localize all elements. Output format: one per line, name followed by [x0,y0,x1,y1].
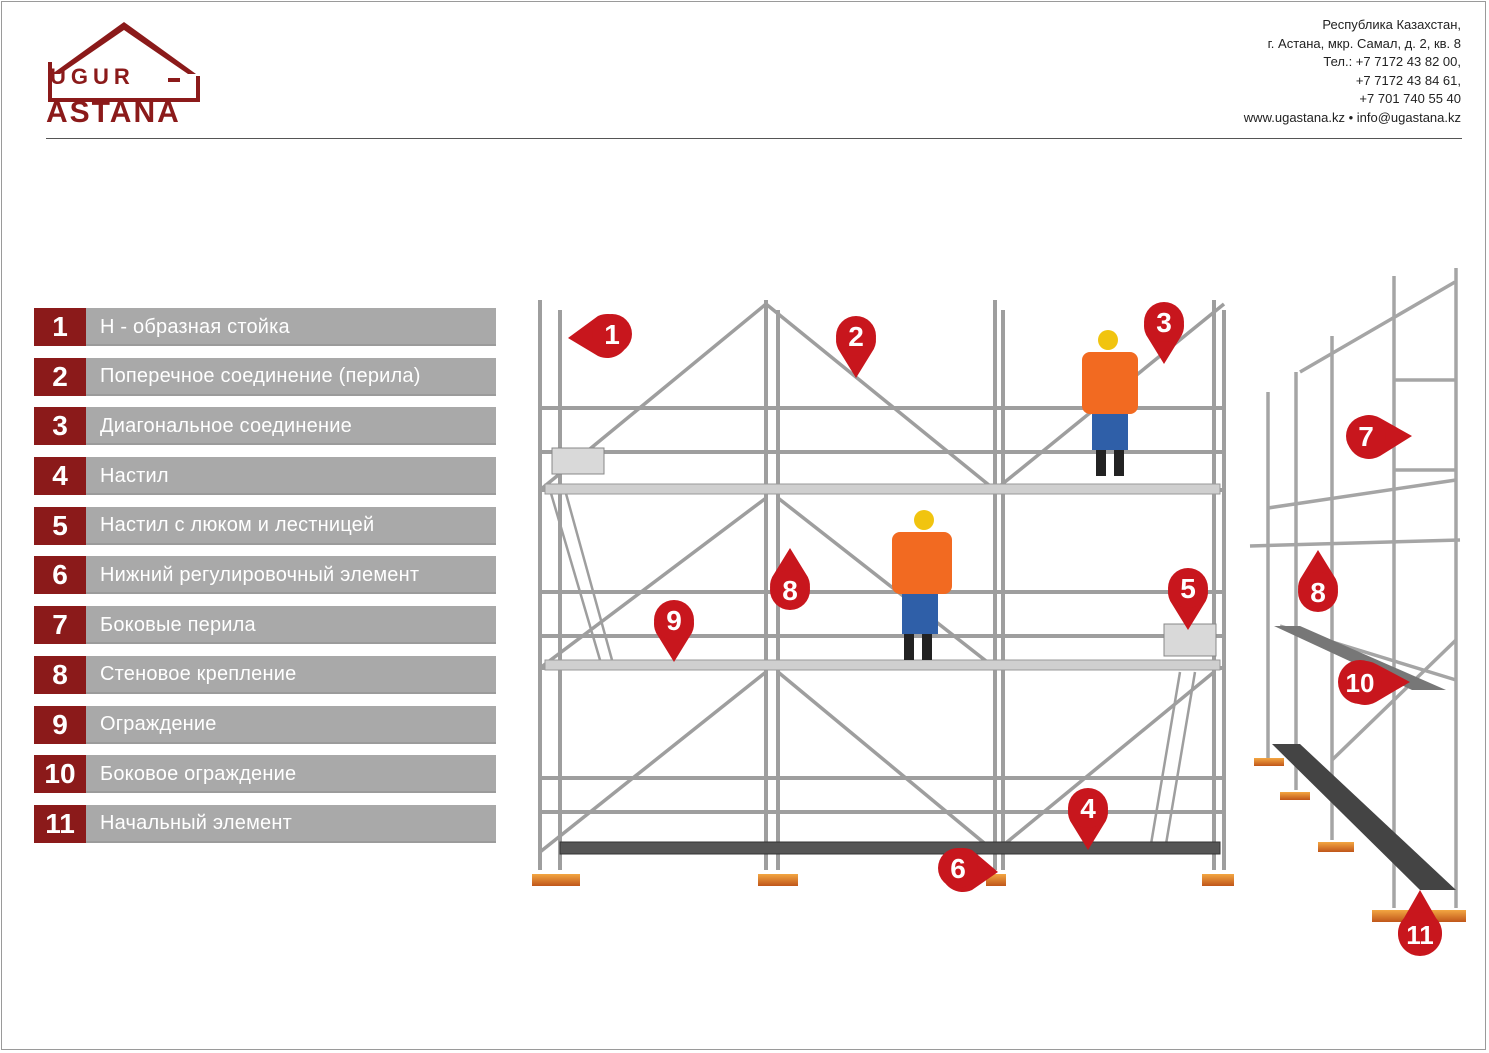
marker-7 [1346,415,1412,459]
legend-number: 1 [34,308,86,346]
marker-2 [836,316,876,378]
marker-5 [1168,568,1208,630]
contact-web-email[interactable]: www.ugastana.kz • info@ugastana.kz [1243,109,1461,125]
worker-top [1082,330,1138,476]
legend-label: Ограждение [86,706,496,744]
legend-label: Поперечное соединение (перила) [86,358,496,396]
legend-label: Стеновое крепление [86,656,496,694]
marker-label: 8 [1310,577,1326,608]
legend-number: 7 [34,606,86,644]
marker-label: 1 [604,319,620,350]
marker-label: 3 [1156,307,1172,338]
contact-country: Республика Казахстан, [1322,17,1461,32]
legend-label: Нижний регулировочный элемент [86,556,496,594]
marker-1 [568,314,632,358]
marker-10 [1338,660,1410,705]
legend-label: Диагональное соединение [86,407,496,445]
marker-label: 2 [848,321,864,352]
legend-label: Начальный элемент [86,805,496,843]
marker-4 [1068,788,1108,850]
legend-number: 9 [34,706,86,744]
contact-phone-2: +7 7172 43 84 61, [1355,72,1461,88]
marker-label: 10 [1345,668,1375,698]
legend-label: Настил [86,457,496,495]
legend-number: 3 [34,407,86,445]
marker-9 [654,600,694,662]
marker-11 [1398,890,1442,956]
legend-label: Н - образная стойка [86,308,496,346]
decks [545,448,1220,854]
legend-number: 10 [34,755,86,793]
logo-text-top: UGUR [50,64,135,89]
legend-number: 4 [34,457,86,495]
marker-label: 5 [1180,573,1196,604]
contact-address: г. Астана, мкр. Самал, д. 2, кв. 8 [1267,35,1461,51]
marker-label: 4 [1080,793,1096,824]
marker-label: 7 [1358,421,1374,452]
legend-label: Настил с люком и лестницей [86,507,496,545]
contact-phone-1: Тел.: +7 7172 43 82 00, [1323,54,1461,69]
marker-label: 6 [950,853,966,884]
contact-phone-3: +7 701 740 55 40 [1359,91,1461,106]
legend-label: Боковое ограждение [86,755,496,793]
legend-number: 11 [34,805,86,843]
legend-number: 2 [34,358,86,396]
marker-label: 8 [782,575,798,606]
marker-3 [1144,302,1184,364]
marker-label: 11 [1406,920,1434,950]
legend-number: 6 [34,556,86,594]
legend-label: Боковые перила [86,606,496,644]
base-plates [532,874,1234,886]
side-base-plates [1254,758,1466,922]
marker-label: 9 [666,605,682,636]
legend-number: 8 [34,656,86,694]
legend-number: 5 [34,507,86,545]
logo-text-main: ASTANA [46,96,181,129]
